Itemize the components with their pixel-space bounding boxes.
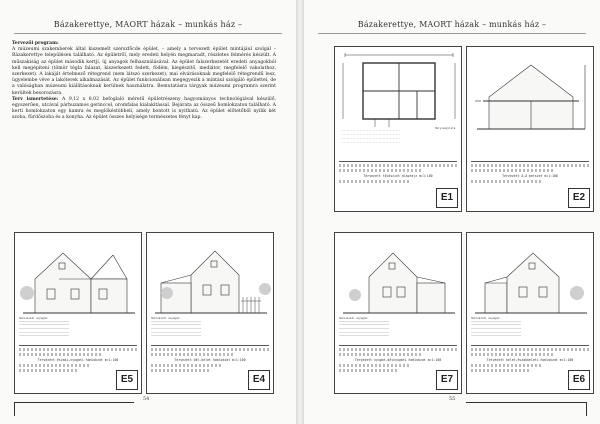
sheet-code: E2 xyxy=(568,188,590,208)
page-number: 55 xyxy=(449,396,456,402)
drawing-sheet-e4 xyxy=(146,232,274,394)
notes-lines xyxy=(151,321,201,339)
sheet-code: E6 xyxy=(568,370,590,390)
header-rule xyxy=(318,33,586,34)
sheet-title: Tervezett északi-nyugati homlokzat m=1:100 xyxy=(37,358,119,362)
crop-line xyxy=(466,402,586,403)
sheet-title: Tervezett földszint alaprajz m=1:100 xyxy=(363,174,433,178)
sheet-title: Tervezett nyugat-délnyugati homlokzat m=1:100 xyxy=(354,358,442,362)
notes: Homlokzati anyagok: xyxy=(471,317,501,320)
notes-lines xyxy=(339,321,389,339)
right-page xyxy=(304,0,600,424)
drawing-sheet-e1 xyxy=(334,46,462,212)
text-label-2: Terv ismertetése: xyxy=(12,96,59,102)
text-paragraph-2: A 9,12 x 8,02 befoglaló méretű épületrészeny hagyományos technológiával készülő, egyszerűen, utcával párhuzamos gerinccel, oromfalas kialakítással. Bejárata az összeű homlokzaton található. A kerti homlokzaton egy kamra és meglökéstöbbeli, amely bontott is nyithatú. Az épület előtetőből nyílik két szoba, fürdőszoba és a konyha. Az épület összes helyisége természetes fényt kap. xyxy=(12,96,276,121)
crop-line xyxy=(14,402,134,403)
title-block xyxy=(471,161,589,185)
text-heading: Tervezői program: xyxy=(12,41,59,46)
floor-plan-drawing xyxy=(335,47,463,151)
notes: Homlokzati anyagok: xyxy=(339,317,369,320)
body-text xyxy=(12,41,276,122)
sheet-code: E4 xyxy=(248,370,270,390)
drawing-sheet-e5 xyxy=(14,232,142,394)
crop-mark xyxy=(586,402,587,416)
notes: Homlokzati anyagok: xyxy=(151,317,181,320)
sheet-title: Tervezett kelet-északkeleti homlokzat m=1:100 xyxy=(486,358,574,362)
header-rule xyxy=(14,33,282,34)
drawing-sheet-e6 xyxy=(466,232,594,394)
page-header: Bázakerettye, MAORT házak – munkás ház – xyxy=(357,20,547,29)
svg-text:..............................: ......................................... xyxy=(341,137,401,140)
book-gutter xyxy=(296,0,304,424)
notes: Homlokzati anyagok: xyxy=(19,317,49,320)
page-header: Bázakerettye, MAORT házak – munkás ház – xyxy=(53,20,243,29)
notes: Helyiséglista xyxy=(435,127,456,130)
drawing-sheet-e7 xyxy=(334,232,462,394)
text-paragraph-1: A múzeumi szakemberek által kiszemelt szerszfőcde épület, – amely a tervezett épület mintájául szolgál – Bázakerettye településen található. Az épületről, mely eredeti helyén megmaradt, részletes felmérés készült. A műszakiság az épület második kertjí, új anyagok felhasználásával. Az épület falszerkezetét eredeti anyagokból kell megépíteni (tömör tégla falazat, kiszerkezett fedett, födém, kiegészítő, mediátor, megfelelő vakolathoz, szerkezet). A lakáját értelmező rétegrend (nem látszó szerkezet), mai elvárásoknak megfelelő rétegrendű lesz, ügyelembe véve a lakóterek alkalmazását. Az épület funkcionálisan megegyezik a mintául szolgáló épülettel, de a valóságban múzeumi kiállításoknak kerülnek használatra. Bemutatásra tárgyak múzeumi programra szerint kerültek besorozásra. xyxy=(12,47,276,96)
sheet-code: E5 xyxy=(116,370,138,390)
left-page xyxy=(0,0,296,424)
svg-text:..............................: ......................................... xyxy=(341,129,401,132)
page-number: 54 xyxy=(143,396,150,402)
crop-mark xyxy=(14,402,15,416)
notes-lines xyxy=(19,321,69,339)
svg-text:..............................: ......................................... xyxy=(341,133,401,136)
svg-text:..............................: ......................................... xyxy=(341,141,401,144)
sheet-code: E7 xyxy=(436,370,458,390)
sheet-title: Tervezett A-A metszet m=1:100 xyxy=(502,174,558,178)
section-drawing xyxy=(467,47,595,151)
drawing-sheet-e2 xyxy=(466,46,594,212)
title-block xyxy=(339,161,457,185)
sheet-code: E1 xyxy=(436,188,458,208)
sheet-title: Tervezett dél-kelet homlokzat m=1:100 xyxy=(174,358,246,362)
notes-lines xyxy=(471,321,521,339)
